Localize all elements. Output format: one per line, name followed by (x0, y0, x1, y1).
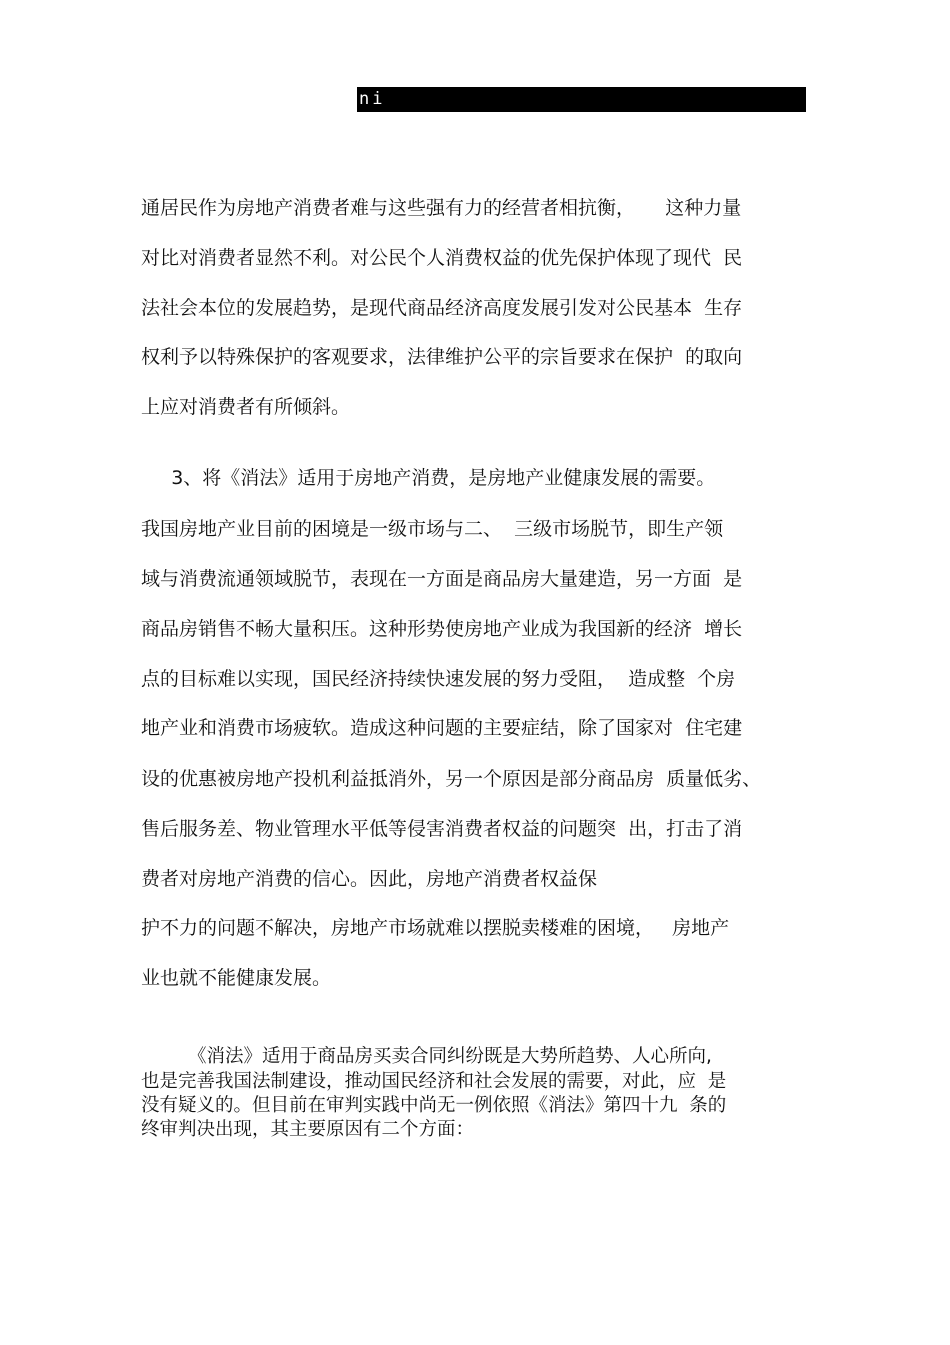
paragraph-line: 没有疑义的。但目前在审判实践中尚无一例依照《消法》第四十九 条的 (141, 1095, 727, 1116)
paragraph-line: 业也就不能健康发展。 (141, 967, 332, 989)
paragraph-line: 法社会本位的发展趋势，是现代商品经济高度发展引发对公民基本 生存 (141, 297, 743, 319)
header-text: ni (359, 89, 386, 109)
paragraph-line: 上应对消费者有所倾斜。 (141, 396, 351, 418)
header-bar (357, 87, 806, 112)
paragraph-line: 设的优惠被房地产投机利益抵消外，另一个原因是部分商品房 质量低劣、 (141, 768, 762, 790)
paragraph-line: 权利予以特殊保护的客观要求，法律维护公平的宗旨要求在保护 的取向 (141, 346, 743, 368)
paragraph-line: 通居民作为房地产消费者难与这些强有力的经营者相抗衡， 这种力量 (141, 197, 742, 219)
paragraph-line: 对比对消费者显然不利。对公民个人消费权益的优先保护体现了现代 民 (141, 247, 743, 269)
paragraph-line: 《消法》适用于商品房买卖合同纠纷既是大势所趋势、人心所向, (141, 1046, 712, 1067)
paragraph-line: 商品房销售不畅大量积压。这种形势使房地产业成为我国新的经济 增长 (141, 618, 743, 640)
paragraph-line: 域与消费流通领域脱节，表现在一方面是商品房大量建造，另一方面 是 (141, 568, 743, 590)
paragraph-line: 费者对房地产消费的信心。因此，房地产消费者权益保 (141, 868, 598, 890)
paragraph-line: 终审判决出现，其主要原因有二个方面： (141, 1119, 475, 1140)
paragraph-line: 我国房地产业目前的困境是一级市场与二、 三级市场脱节，即生产领 (141, 518, 724, 540)
paragraph-line: 售后服务差、物业管理水平低等侵害消费者权益的问题突 出，打击了消 (141, 818, 743, 840)
paragraph-line: 3、将《消法》适用于房地产消费，是房地产业健康发展的需要。 (141, 467, 716, 489)
paragraph-line: 也是完善我国法制建设，推动国民经济和社会发展的需要，对此，应 是 (141, 1071, 727, 1092)
paragraph-line: 护不力的问题不解决，房地产市场就难以摆脱卖楼难的困境， 房地产 (141, 917, 730, 939)
paragraph-line: 点的目标难以实现，国民经济持续快速发展的努力受阻， 造成整 个房 (141, 668, 736, 690)
paragraph-line: 地产业和消费市场疲软。造成这种问题的主要症结，除了国家对 住宅建 (141, 717, 743, 739)
